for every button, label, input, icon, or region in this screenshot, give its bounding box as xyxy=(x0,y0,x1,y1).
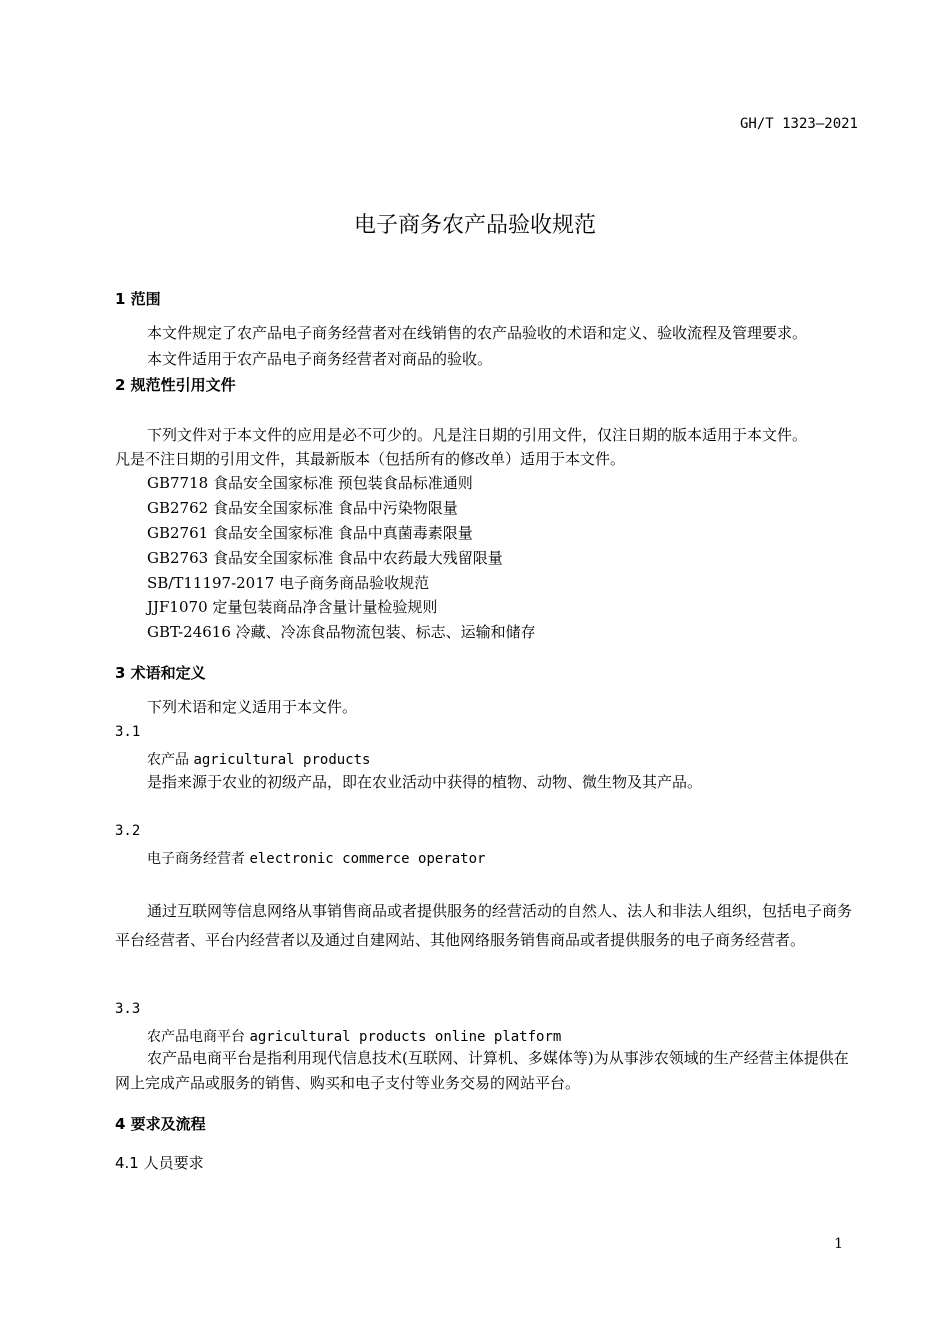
reference-item: GB2763 食品安全国家标准 食品中农药最大残留限量 xyxy=(147,549,503,567)
term-3-3-definition: 农产品电商平台是指利用现代信息技术(互联网、计算机、多媒体等)为从事涉农领域的生产经营主体提供在网上完成产品或服务的销售、购买和电子支付等业务交易的网站平台。 xyxy=(115,1049,849,1092)
term-3-2-title xyxy=(147,848,485,868)
term-3-2-chinese: 电子商务经营者 xyxy=(147,851,245,867)
term-3-2-english: electronic commerce operator xyxy=(249,851,486,867)
reference-item: GB7718 食品安全国家标准 预包装食品标准通则 xyxy=(147,474,473,492)
section-1-paragraph-1: 本文件规定了农产品电子商务经营者对在线销售的农产品验收的术语和定义、验收流程及管理要求。 xyxy=(147,324,808,342)
term-3-1-number: 3.1 xyxy=(115,724,141,740)
term-3-1-chinese: 农产品 xyxy=(147,752,189,768)
page-number: 1 xyxy=(834,1236,843,1252)
term-3-1-definition: 是指来源于农业的初级产品，即在农业活动中获得的植物、动物、微生物及其产品。 xyxy=(147,773,703,791)
term-3-3-number: 3.3 xyxy=(115,1001,141,1017)
document-code: GH/T 1323—2021 xyxy=(739,116,858,132)
term-3-1-title xyxy=(147,749,370,769)
reference-item: GB2762 食品安全国家标准 食品中污染物限量 xyxy=(147,499,458,517)
section-3-heading: 3 术语和定义 xyxy=(115,664,206,682)
subsection-4-1-heading: 4.1 人员要求 xyxy=(115,1154,204,1172)
reference-item: JJF1070 定量包装商品净含量计量检验规则 xyxy=(147,598,438,616)
term-3-3-title xyxy=(147,1026,561,1046)
term-3-3-chinese: 农产品电商平台 xyxy=(147,1029,245,1045)
reference-item: GBT-24616 冷藏、冷冻食品物流包装、标志、运输和储存 xyxy=(147,623,536,641)
reference-item: SB/T11197-2017 电子商务商品验收规范 xyxy=(147,574,430,592)
section-4-heading: 4 要求及流程 xyxy=(115,1115,206,1133)
term-3-1-english: agricultural products xyxy=(193,752,371,768)
section-2-paragraph-line-2: 凡是不注日期的引用文件，其最新版本（包括所有的修改单）适用于本文件。 xyxy=(115,450,626,468)
section-2-heading: 2 规范性引用文件 xyxy=(115,376,236,394)
section-3-intro: 下列术语和定义适用于本文件。 xyxy=(147,698,358,716)
term-3-2-number: 3.2 xyxy=(115,823,141,839)
section-1-paragraph-2: 本文件适用于农产品电子商务经营者对商品的验收。 xyxy=(147,350,493,368)
reference-item: GB2761 食品安全国家标准 食品中真菌毒素限量 xyxy=(147,524,473,542)
term-3-2-definition: 通过互联网等信息网络从事销售商品或者提供服务的经营活动的自然人、法人和非法人组织，包括电子商务平台经营者、平台内经营者以及通过自建网站、其他网络服务销售商品或者提供服务的电子商务经营者。 xyxy=(115,902,853,949)
section-2-paragraph-line-1: 下列文件对于本文件的应用是必不可少的。凡是注日期的引用文件，仅注日期的版本适用于本文件。 xyxy=(147,426,808,444)
document-title: 电子商务农产品验收规范 xyxy=(353,213,596,238)
term-3-3-english: agricultural products online platform xyxy=(249,1029,562,1045)
section-1-heading: 1 范围 xyxy=(115,290,161,308)
